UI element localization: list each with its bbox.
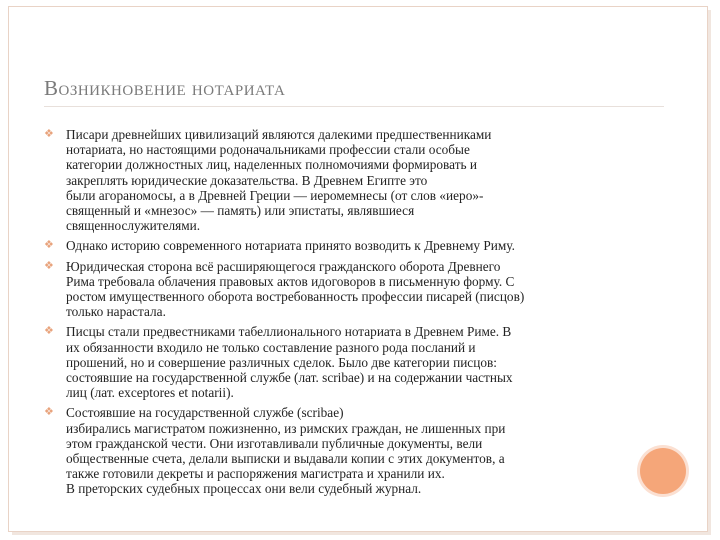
text-line: В преторских судебных процессах они вели судебный журнал. [66,481,422,497]
title-divider [44,106,664,107]
frame-shadow-right [708,10,711,534]
list-item [44,127,644,233]
open-circle-bullet-icon: ❖ [44,239,54,252]
text-line: Юридическая сторона всё расширяющегося гражданского оборота Древнего [66,258,501,274]
text-line: категории должностных лиц, наделенных полномочиями формировать и [66,157,478,173]
text-line: общественные счета, делали выписки и выдавали копии с этих документов, а [66,451,505,467]
open-circle-bullet-icon: ❖ [44,325,54,338]
list-item [44,238,644,253]
text-line: Рима требовала облачения правовых актов идоговоров в письменную форму. С [66,273,515,289]
text-line: лиц (лат. exceptores et notarii). [66,385,234,401]
text-line: прошений, но и совершение различных сделок. Было две категории писцов: [66,354,497,370]
list-item-text [66,405,644,496]
text-line: Писари древнейших цивилизаций являются далекими предшественниками [66,127,492,142]
decorative-circle [640,448,686,494]
text-line: только нарастала. [66,304,166,320]
text-line: их обязанности входило не только составление разного рода посланий и [66,339,476,355]
open-circle-bullet-icon: ❖ [44,259,54,272]
text-line: состоявшие на государственной службе (лат. scribae) и на содержании частных [66,370,513,386]
list-item [44,405,644,496]
text-line: Однако историю современного нотариата принято возводить к Древнему Риму. [66,238,515,254]
text-line: избирались магистратом пожизненно, из римских граждан, не лишенных при [66,420,506,436]
bullet-list [44,127,644,502]
text-line: закреплять юридические доказательства. В Древнем Египте это [66,172,428,188]
text-line: были агораномосы, а в Древней Греции — иеромемнесы (от слов «иеро»- [66,187,484,203]
list-item-text [66,238,644,253]
list-item [44,259,644,320]
text-line: этом гражданской чести. Они изготавливали публичные документы, вели [66,435,483,451]
list-item-text [66,127,644,233]
text-line: Писцы стали предвестниками табеллионального нотариата в Древнем Риме. В [66,324,512,340]
list-item-text [66,324,644,400]
text-line: священный и «мнезос» — память) или эпистаты, являвшиеся [66,203,415,219]
list-item [44,324,644,400]
text-line: также готовили декреты и распоряжения магистрата и хранили их. [66,466,445,482]
slide-title: Возникновение нотариата [44,76,286,100]
text-line: священнослужителями. [66,218,201,234]
text-line: нотариата, но настоящими родоначальниками профессии стали особые [66,142,470,158]
list-item-text [66,259,644,320]
text-line: Состоявшие на государственной службе (scribae) [66,405,344,421]
frame-shadow-bottom [12,532,711,535]
open-circle-bullet-icon: ❖ [44,128,54,140]
text-line: ростом имущественного оборота востребованность профессии писарей (писцов) [66,289,525,305]
open-circle-bullet-icon: ❖ [44,406,54,419]
